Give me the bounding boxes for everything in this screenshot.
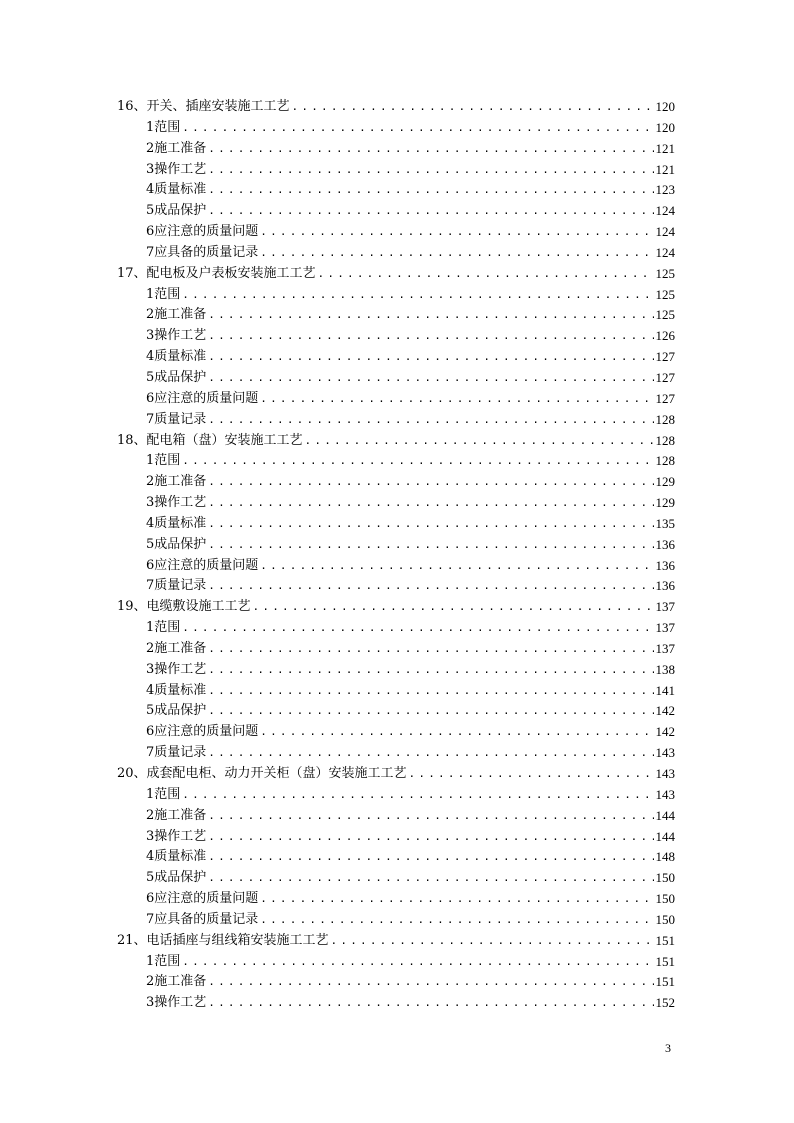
toc-subsection-entry[interactable] [117,743,675,764]
dot-leader [182,285,653,306]
toc-entry-label: 3操作工艺 [146,495,207,511]
toc-entry-page: 125 [655,265,675,281]
toc-subsection-entry[interactable] [117,972,675,993]
dot-leader [182,618,653,639]
toc-entry-page: 121 [655,140,675,156]
toc-entry-label: 19、电缆敷设施工工艺 [117,599,251,615]
toc-subsection-entry[interactable] [117,472,675,493]
dot-leader [208,305,653,326]
toc-entry-page: 143 [655,786,675,802]
toc-subsection-entry[interactable] [117,910,675,931]
toc-entry-page: 143 [655,766,675,781]
toc-subsection-entry[interactable] [117,493,675,514]
toc-entry-label: 16、开关、插座安装施工工艺 [117,99,290,114]
dot-leader [260,889,653,910]
dot-leader [208,639,653,660]
toc-section-entry[interactable] [117,597,675,618]
dot-leader [208,660,653,681]
toc-subsection-entry[interactable] [117,326,675,347]
toc-entry-label: 4质量标准 [146,682,207,698]
toc-entry-page: 125 [655,286,675,302]
toc-subsection-entry[interactable] [117,389,675,410]
dot-leader [208,368,653,389]
toc-section-entry[interactable] [117,431,675,452]
toc-subsection-entry[interactable] [117,993,675,1014]
toc-entry-label: 2施工准备 [146,974,207,990]
toc-entry-label: 6应注意的质量问题 [146,224,259,240]
toc-entry-label: 6应注意的质量问题 [146,891,259,907]
toc-subsection-entry[interactable] [117,201,675,222]
toc-subsection-entry[interactable] [117,368,675,389]
toc-subsection-entry[interactable] [117,952,675,973]
toc-entry-page: 124 [655,224,675,240]
toc-entry-page: 136 [655,557,675,573]
toc-entry-label: 4质量标准 [146,349,207,365]
dot-leader [208,868,653,889]
dot-leader [208,827,653,848]
toc-entry-label: 3操作工艺 [146,661,207,677]
toc-subsection-entry[interactable] [117,618,675,639]
dot-leader [208,514,653,535]
toc-entry-label: 7应具备的质量记录 [146,911,259,927]
toc-entry-page: 120 [655,99,675,114]
toc-subsection-entry[interactable] [117,285,675,306]
toc-subsection-entry[interactable] [117,681,675,702]
toc-subsection-entry[interactable] [117,556,675,577]
dot-leader [260,556,653,577]
dot-leader [208,701,653,722]
toc-entry-page: 125 [655,307,675,323]
toc-subsection-entry[interactable] [117,410,675,431]
toc-entry-label: 2施工准备 [146,140,207,156]
dot-leader [208,139,653,160]
toc-entry-page: 121 [655,161,675,177]
toc-entry-label: 2施工准备 [146,807,207,823]
toc-entry-label: 3操作工艺 [146,161,207,177]
toc-section-entry[interactable] [117,764,675,785]
toc-subsection-entry[interactable] [117,535,675,556]
dot-leader [208,743,653,764]
toc-entry-page: 141 [655,682,675,698]
toc-subsection-entry[interactable] [117,514,675,535]
toc-entry-page: 126 [655,328,675,344]
dot-leader [208,180,653,201]
dot-leader [182,785,653,806]
toc-entry-page: 136 [655,536,675,552]
toc-entry-label: 7质量记录 [146,578,207,594]
toc-entry-label: 1范围 [146,119,181,135]
dot-leader [260,910,653,931]
toc-entry-page: 124 [655,203,675,219]
dot-leader [182,952,653,973]
toc-entry-page: 137 [655,640,675,656]
toc-entry-page: 137 [655,599,675,615]
toc-entry-label: 3操作工艺 [146,995,207,1011]
toc-entry-label: 2施工准备 [146,640,207,656]
dot-leader [318,264,654,285]
page-number: 3 [665,1041,671,1055]
toc-section-entry[interactable] [117,931,675,952]
toc-entry-page: 129 [655,495,675,511]
toc-entry-label: 7质量记录 [146,411,207,427]
toc-entry-page: 128 [655,411,675,427]
toc-entry-page: 144 [655,807,675,823]
dot-leader [305,431,654,452]
dot-leader [260,389,653,410]
dot-leader [331,931,654,952]
dot-leader [208,806,653,827]
table-of-contents [117,97,675,1014]
toc-entry-label: 5成品保护 [146,369,207,385]
dot-leader [208,993,653,1014]
toc-subsection-entry[interactable] [117,576,675,597]
toc-entry-label: 7质量记录 [146,745,207,761]
dot-leader [208,576,653,597]
toc-entry-label: 4质量标准 [146,182,207,198]
toc-subsection-entry[interactable] [117,180,675,201]
toc-entry-page: 123 [655,182,675,198]
toc-entry-page: 150 [655,891,675,907]
dot-leader [208,681,653,702]
toc-entry-label: 1范围 [146,620,181,636]
toc-subsection-entry[interactable] [117,660,675,681]
toc-entry-label: 1范围 [146,953,181,969]
toc-entry-label: 3操作工艺 [146,828,207,844]
toc-entry-label: 6应注意的质量问题 [146,557,259,573]
toc-entry-page: 127 [655,369,675,385]
toc-entry-page: 127 [655,390,675,406]
toc-entry-label: 5成品保护 [146,703,207,719]
dot-leader [208,347,653,368]
toc-entry-page: 144 [655,828,675,844]
toc-subsection-entry[interactable] [117,118,675,139]
toc-entry-page: 124 [655,244,675,260]
toc-entry-label: 7应具备的质量记录 [146,244,259,260]
toc-subsection-entry[interactable] [117,160,675,181]
dot-leader [208,160,653,181]
toc-entry-label: 3操作工艺 [146,328,207,344]
dot-leader [182,451,653,472]
dot-leader [409,764,654,785]
toc-entry-page: 151 [655,932,675,948]
toc-entry-page: 143 [655,745,675,761]
dot-leader [208,493,653,514]
toc-entry-label: 6应注意的质量问题 [146,390,259,406]
toc-entry-page: 127 [655,349,675,365]
toc-subsection-entry[interactable] [117,827,675,848]
dot-leader [208,535,653,556]
dot-leader [292,97,654,118]
toc-subsection-entry[interactable] [117,243,675,264]
toc-subsection-entry[interactable] [117,889,675,910]
toc-subsection-entry[interactable] [117,785,675,806]
toc-subsection-entry[interactable] [117,222,675,243]
toc-entry-label: 4质量标准 [146,515,207,531]
toc-entry-page: 142 [655,724,675,740]
toc-entry-page: 151 [655,974,675,990]
toc-entry-label: 21、电话插座与组线箱安装施工工艺 [117,932,329,948]
toc-entry-page: 120 [655,119,675,135]
toc-entry-page: 138 [655,661,675,677]
toc-entry-page: 150 [655,870,675,886]
toc-subsection-entry[interactable] [117,868,675,889]
toc-entry-page: 128 [655,453,675,469]
toc-entry-label: 1范围 [146,786,181,802]
dot-leader [253,597,654,618]
toc-subsection-entry[interactable] [117,305,675,326]
dot-leader [260,243,653,264]
toc-subsection-entry[interactable] [117,347,675,368]
toc-subsection-entry[interactable] [117,722,675,743]
toc-entry-label: 1范围 [146,286,181,302]
toc-subsection-entry[interactable] [117,139,675,160]
dot-leader [260,722,653,743]
dot-leader [208,326,653,347]
toc-section-entry[interactable] [117,264,675,285]
toc-entry-label: 5成品保护 [146,536,207,552]
toc-subsection-entry[interactable] [117,847,675,868]
toc-entry-page: 137 [655,620,675,636]
toc-entry-page: 129 [655,474,675,490]
toc-entry-label: 5成品保护 [146,203,207,219]
dot-leader [208,847,653,868]
toc-entry-page: 151 [655,953,675,969]
toc-entry-label: 18、配电箱（盘）安装施工工艺 [117,432,303,448]
toc-subsection-entry[interactable] [117,639,675,660]
dot-leader [260,222,653,243]
toc-entry-label: 1范围 [146,453,181,469]
toc-entry-page: 152 [655,995,675,1011]
dot-leader [182,118,653,139]
toc-subsection-entry[interactable] [117,701,675,722]
toc-section-entry[interactable] [117,97,675,118]
toc-entry-page: 128 [655,432,675,448]
toc-entry-label: 4质量标准 [146,849,207,865]
toc-subsection-entry[interactable] [117,806,675,827]
toc-entry-page: 148 [655,849,675,865]
toc-entry-page: 135 [655,515,675,531]
toc-subsection-entry[interactable] [117,451,675,472]
toc-entry-label: 2施工准备 [146,307,207,323]
dot-leader [208,972,653,993]
toc-entry-label: 5成品保护 [146,870,207,886]
toc-entry-label: 6应注意的质量问题 [146,724,259,740]
toc-entry-page: 150 [655,911,675,927]
toc-entry-page: 142 [655,703,675,719]
dot-leader [208,201,653,222]
toc-entry-label: 20、成套配电柜、动力开关柜（盘）安装施工工艺 [117,766,407,781]
toc-entry-label: 2施工准备 [146,474,207,490]
dot-leader [208,472,653,493]
dot-leader [208,410,653,431]
toc-entry-page: 136 [655,578,675,594]
toc-entry-label: 17、配电板及户表板安装施工工艺 [117,265,316,281]
